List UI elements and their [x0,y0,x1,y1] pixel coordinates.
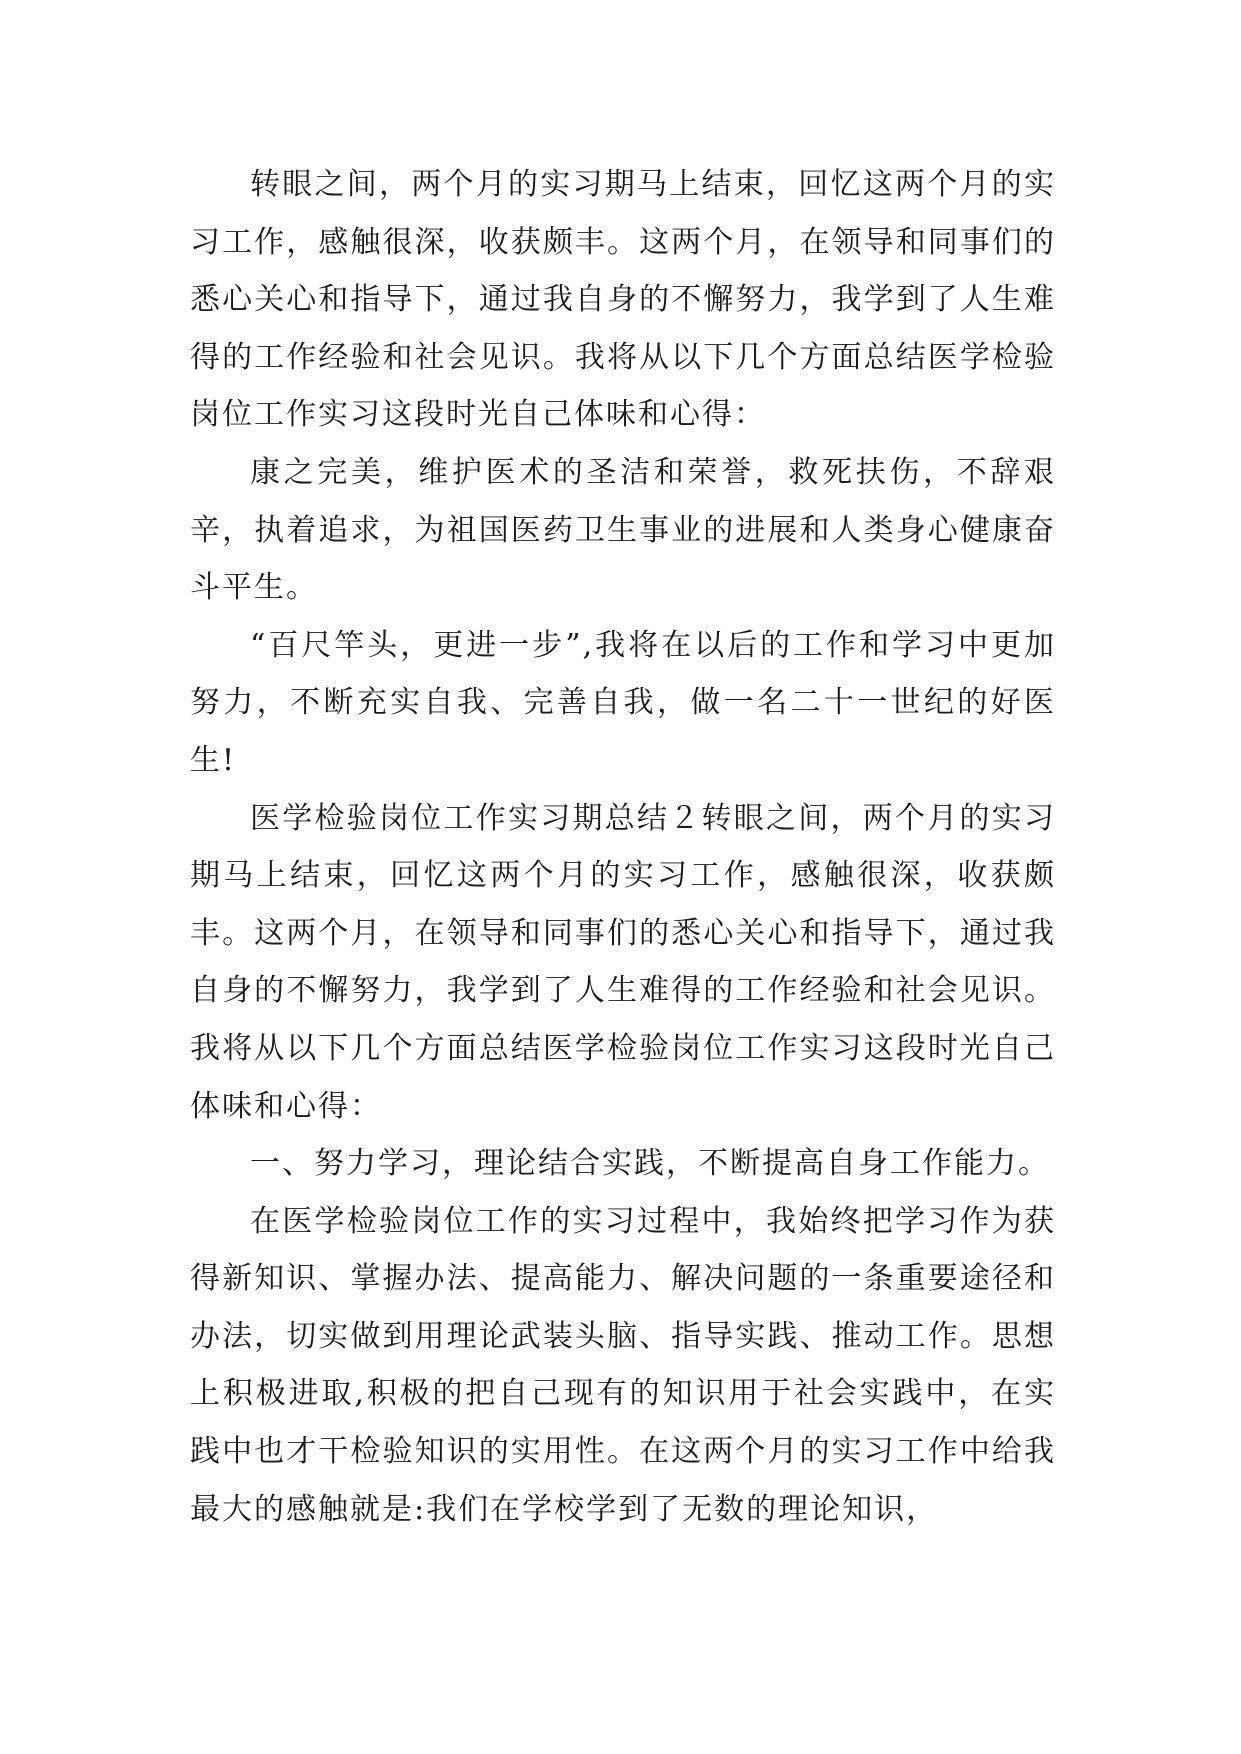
paragraph-3: “百尺竿头，更进一步”,我将在以后的工作和学习中更加努力，不断充实自我、完善自我，做一名二十一世纪的好医生! [190,627,1056,778]
paragraph-2: 康之完美，维护医术的圣洁和荣誉，救死扶伤，不辞艰辛，执着追求，为祖国医药卫生事业的进展和人类身心健康奋斗平生。 [190,454,1056,606]
paragraph-5: 在医学检验岗位工作的实习过程中，我始终把学习作为获得新知识、掌握办法、提高能力、解决问题的一条重要途径和办法，切实做到用理论武装头脑、指导实践、推动工作。思想上积极进取,积极的把自己现有的知识用于社会实践中，在实践中也才干检验知识的实用性。在这两个月的实习工作中给我最大的感触就是:我们在学校学到了无数的理论知识， [190,1203,1056,1527]
paragraph-1: 转眼之间，两个月的实习期马上结束，回忆这两个月的实习工作，感触很深，收获颇丰。这两个月，在领导和同事们的悉心关心和指导下，通过我自身的不懈努力，我学到了人生难得的工作经验和社会见识。我将从以下几个方面总结医学检验岗位工作实习这段时光自己体味和心得： [190,167,1056,433]
section-heading: 一、努力学习，理论结合实践，不断提高自身工作能力。 [250,1146,1050,1182]
document-body [190,156,1056,1538]
paragraph-4: 医学检验岗位工作实习期总结２转眼之间，两个月的实习期马上结束，回忆这两个月的实习工作，感触很深，收获颇丰。这两个月，在领导和同事们的悉心关心和指导下，通过我自身的不懈努力，我学到了人生难得的工作经验和社会见识。我将从以下几个方面总结医学检验岗位工作实习这段时光自己体味和心得： [190,800,1056,1124]
